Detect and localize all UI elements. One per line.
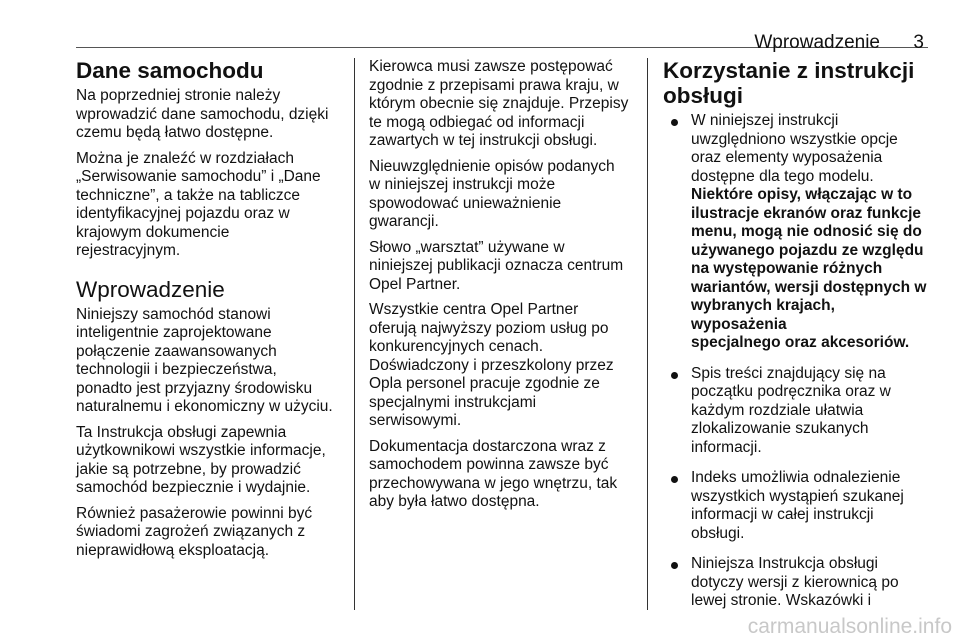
paragraph: Słowo „warsztat” używane w niniejszej publikacji oznacza centrum Opel Partner. <box>369 238 624 293</box>
paragraph: Dokumentacja dostarczona wraz z samochodem powinna zawsze być przechowywana w jego wnętrzu, tak aby była łatwo dostępna. <box>369 437 618 510</box>
page-number: 3 <box>913 32 924 53</box>
section-title: Wprowadzenie <box>754 32 880 53</box>
column-right <box>663 58 933 620</box>
watermark: carmanualsonline.info <box>747 615 952 638</box>
bullet-text: Niniejsza Instrukcja obsługi dotyczy wersji z kierownicą po lewej stronie. Wskazówki i <box>691 555 899 609</box>
column-middle <box>369 58 635 620</box>
bullet-text: Spis treści znajdujący się na początku podręcznika oraz w każdym rozdziale ułatwia zlokalizowanie szukanych informacji. <box>691 364 891 456</box>
page-header <box>76 0 928 53</box>
bullet-icon <box>671 562 678 569</box>
introduction-heading: Wprowadzenie <box>76 276 225 302</box>
paragraph: Można je znaleźć w rozdziałach „Serwisowanie samochodu” i „Dane techniczne”, a także na tabliczce identyfikacyjnej pojazdu oraz w krajowym dokumencie rejestracyjnym. <box>76 149 321 259</box>
paragraph: Ta Instrukcja obsługi zapewnia użytkownikowi wszystkie informacje, jakie są potrzebne, by prowadzić samochód bezpiecznie i wydajnie. <box>76 423 326 496</box>
manual-usage-heading: Korzystanie z instrukcji obsługi <box>663 58 915 108</box>
bullet-icon <box>671 476 678 483</box>
bullet-list <box>663 112 933 611</box>
paragraph: Również pasażerowie powinni być świadomi zagrożeń związanych z nieprawidłową eksploatacją. <box>76 504 313 559</box>
paragraph: Niniejszy samochód stanowi inteligentnie zaprojektowane połączenie zaawansowanych technologii i bezpieczeństwa, ponadto jest przyjazny środowisku naturalnemu i ekonomiczny w użyciu. <box>76 305 333 415</box>
list-item <box>663 112 933 353</box>
bullet-text: Indeks umożliwia odnalezienie wszystkich wystąpień szukanej informacji w całej instrukcji obsługi. <box>691 469 904 542</box>
bullet-icon <box>671 372 678 379</box>
paragraph: Nieuwzględnienie opisów podanych w niniejszej instrukcji może spowodować unieważnienie gwarancji. <box>369 157 615 230</box>
list-item <box>663 555 933 611</box>
column-left <box>76 58 342 620</box>
paragraph: Na poprzedniej stronie należy wprowadzić dane samochodu, dzięki czemu będą łatwo dostępne. <box>76 87 329 141</box>
vehicle-data-heading: Dane samochodu <box>76 58 264 83</box>
list-item <box>663 469 933 543</box>
bullet-text: W niniejszej instrukcji uwzględniono wszystkie opcje oraz elementy wyposażenia dostępne dla tego modelu. <box>691 112 898 185</box>
column-divider <box>354 58 355 610</box>
list-item <box>663 365 933 458</box>
paragraph: Wszystkie centra Opel Partner oferują najwyższy poziom usług po konkurencyjnych cenach. Doświadczony i przeszkolony przez Opla personel pracuje zgodnie ze specjalnymi instrukcjami serwisowymi. <box>369 301 614 429</box>
bullet-icon <box>671 119 678 126</box>
column-divider <box>647 58 648 610</box>
paragraph: Kierowca musi zawsze postępować zgodnie z przepisami prawa kraju, w którym obecnie się znajduje. Przepisy te mogą odbiegać od informacji zawartych w tej instrukcji obsługi. <box>369 58 629 149</box>
bullet-bold-text: Niektóre opisy, włączając w to ilustracje ekranów oraz funkcje menu, mogą nie odnosić się do używanego pojazdu ze względu na występowanie różnych wariantów, wersji dostępnych w wybranych krajach, wyposażenia specjalnego oraz akcesoriów. <box>691 186 927 351</box>
